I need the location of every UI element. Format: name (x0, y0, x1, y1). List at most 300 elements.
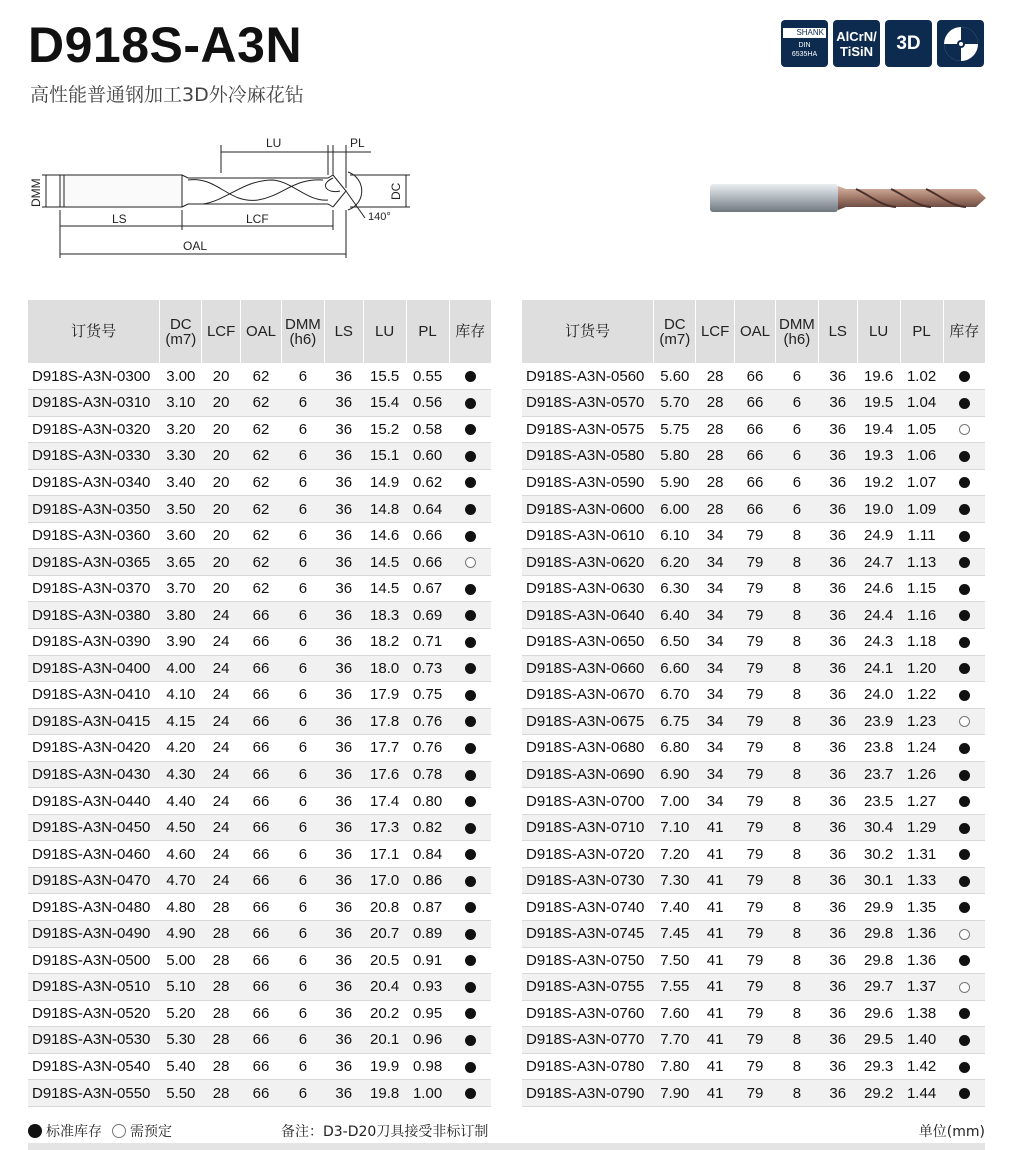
table-row (522, 1080, 985, 1107)
standard-stock-dot-icon (465, 770, 476, 781)
cell-pl: 1.36 (900, 920, 943, 947)
cell-pl: 0.89 (406, 920, 449, 947)
standard-stock-dot-icon (465, 716, 476, 727)
cell-ls: 36 (818, 1080, 857, 1107)
cell-oal: 79 (735, 549, 776, 576)
cell-lu: 23.7 (857, 761, 900, 788)
cell-code: D918S-A3N-0690 (522, 761, 654, 788)
cell-pl: 1.22 (900, 682, 943, 709)
cell-pl: 1.27 (900, 788, 943, 815)
standard-stock-dot-icon (959, 690, 970, 701)
cell-stock (449, 602, 491, 629)
header-stock: 库存 (949, 323, 980, 340)
cell-dmm: 6 (281, 788, 324, 815)
header-dmm (775, 300, 818, 363)
cell-code: D918S-A3N-0730 (522, 867, 654, 894)
cell-stock (943, 496, 985, 523)
cell-lcf: 28 (202, 1053, 241, 1080)
cell-ls: 36 (324, 735, 363, 762)
cell-pl: 1.31 (900, 841, 943, 868)
cell-lu: 24.4 (857, 602, 900, 629)
cell-lu: 17.7 (363, 735, 406, 762)
cell-dc: 3.00 (160, 363, 202, 390)
header-oal: OAL (241, 300, 282, 363)
cell-lcf: 24 (202, 708, 241, 735)
cell-lcf: 28 (696, 363, 735, 390)
cell-stock (943, 655, 985, 682)
cell-lu: 15.1 (363, 443, 406, 470)
cell-pl: 0.75 (406, 682, 449, 709)
standard-stock-dot-icon (959, 849, 970, 860)
header-dc-tolerance: (m7) (165, 330, 197, 348)
cell-code: D918S-A3N-0650 (522, 628, 654, 655)
standard-stock-dot-icon (465, 876, 476, 887)
cell-lu: 29.2 (857, 1080, 900, 1107)
cell-dc: 3.30 (160, 443, 202, 470)
table-row (28, 735, 491, 762)
table-body-left (28, 363, 491, 1106)
cell-code: D918S-A3N-0640 (522, 602, 654, 629)
header-dc (160, 300, 202, 363)
cell-code: D918S-A3N-0320 (28, 416, 160, 443)
cell-dmm: 6 (281, 416, 324, 443)
cell-pl: 1.20 (900, 655, 943, 682)
cell-ls: 36 (324, 469, 363, 496)
header-code: 订货号 (28, 300, 160, 363)
standard-stock-dot-icon (959, 876, 970, 887)
cell-pl: 1.18 (900, 628, 943, 655)
table-row (28, 867, 491, 894)
cell-dmm: 6 (775, 390, 818, 417)
standard-stock-dot-icon (465, 902, 476, 913)
cell-code: D918S-A3N-0610 (522, 522, 654, 549)
cell-dmm: 6 (281, 841, 324, 868)
cell-stock (449, 390, 491, 417)
cell-ls: 36 (324, 974, 363, 1001)
cell-oal: 79 (735, 1080, 776, 1107)
cell-pl: 0.58 (406, 416, 449, 443)
table-row (28, 575, 491, 602)
cell-pl: 0.80 (406, 788, 449, 815)
cell-dc: 6.70 (654, 682, 696, 709)
cell-dmm: 8 (775, 1000, 818, 1027)
table-row (28, 894, 491, 921)
cell-stock (449, 363, 491, 390)
cell-dc: 6.10 (654, 522, 696, 549)
cell-oal: 79 (735, 788, 776, 815)
standard-stock-dot-icon (465, 1088, 476, 1099)
cell-lu: 23.9 (857, 708, 900, 735)
cell-ls: 36 (324, 628, 363, 655)
cell-lu: 30.2 (857, 841, 900, 868)
cell-oal: 66 (241, 947, 282, 974)
cell-lu: 18.0 (363, 655, 406, 682)
cell-pl: 1.00 (406, 1080, 449, 1107)
shank-din-label: DIN (798, 42, 811, 49)
cell-oal: 66 (241, 1080, 282, 1107)
cell-stock (449, 708, 491, 735)
cell-pl: 1.33 (900, 867, 943, 894)
table-row (28, 1053, 491, 1080)
cell-ls: 36 (324, 1027, 363, 1054)
cell-lu: 29.8 (857, 920, 900, 947)
cell-ls: 36 (324, 602, 363, 629)
cell-code: D918S-A3N-0590 (522, 469, 654, 496)
standard-stock-dot-icon (959, 823, 970, 834)
cell-stock (449, 894, 491, 921)
cell-code: D918S-A3N-0540 (28, 1053, 160, 1080)
table-row (522, 814, 985, 841)
cell-lcf: 24 (202, 682, 241, 709)
cell-ls: 36 (818, 496, 857, 523)
cell-lu: 20.2 (363, 1000, 406, 1027)
cell-pl: 0.82 (406, 814, 449, 841)
cell-lcf: 34 (696, 682, 735, 709)
order-required-dot-icon (112, 1124, 126, 1138)
cell-lcf: 28 (202, 1000, 241, 1027)
table-row (522, 549, 985, 576)
cell-ls: 36 (324, 920, 363, 947)
cell-pl: 1.26 (900, 761, 943, 788)
cell-pl: 1.04 (900, 390, 943, 417)
cell-pl: 1.42 (900, 1053, 943, 1080)
standard-stock-dot-icon (465, 796, 476, 807)
cell-lcf: 24 (202, 602, 241, 629)
cell-dmm: 6 (281, 628, 324, 655)
cell-pl: 0.55 (406, 363, 449, 390)
table-row (522, 867, 985, 894)
header-dmm-tolerance: (h6) (783, 330, 811, 348)
table-header-row (28, 300, 491, 363)
cell-lu: 24.7 (857, 549, 900, 576)
cell-lcf: 34 (696, 575, 735, 602)
header-dmm-tolerance: (h6) (289, 330, 317, 348)
cell-code: D918S-A3N-0460 (28, 841, 160, 868)
table-row (28, 602, 491, 629)
standard-stock-dot-icon (959, 637, 970, 648)
cell-lu: 24.3 (857, 628, 900, 655)
cell-ls: 36 (324, 575, 363, 602)
header-dmm-label: DMM (778, 315, 815, 333)
cell-lcf: 20 (202, 416, 241, 443)
cell-pl: 0.71 (406, 628, 449, 655)
cell-pl: 0.66 (406, 549, 449, 576)
cell-lcf: 34 (696, 735, 735, 762)
cell-dmm: 6 (281, 761, 324, 788)
cell-lu: 17.1 (363, 841, 406, 868)
standard-stock-dot-icon (959, 1008, 970, 1019)
cell-stock (943, 522, 985, 549)
cell-code: D918S-A3N-0750 (522, 947, 654, 974)
cell-dmm: 6 (281, 1027, 324, 1054)
cell-lu: 30.1 (857, 867, 900, 894)
cell-pl: 0.95 (406, 1000, 449, 1027)
cell-ls: 36 (818, 788, 857, 815)
table-body-right (522, 363, 985, 1106)
header-lcf: LCF (202, 300, 241, 363)
cell-ls: 36 (818, 974, 857, 1001)
header-dc (654, 300, 696, 363)
cell-oal: 66 (735, 496, 776, 523)
cell-stock (449, 788, 491, 815)
cell-oal: 79 (735, 682, 776, 709)
cell-code: D918S-A3N-0745 (522, 920, 654, 947)
cell-lcf: 20 (202, 443, 241, 470)
legend-standard-label: 标准库存 (46, 1124, 102, 1140)
cell-ls: 36 (324, 841, 363, 868)
cell-lu: 14.6 (363, 522, 406, 549)
table-row (522, 708, 985, 735)
cell-lu: 19.6 (857, 363, 900, 390)
cell-pl: 1.23 (900, 708, 943, 735)
cell-dc: 7.50 (654, 947, 696, 974)
cell-ls: 36 (818, 655, 857, 682)
header-dmm-label: DMM (284, 315, 321, 333)
cell-pl: 0.76 (406, 708, 449, 735)
cell-lu: 19.2 (857, 469, 900, 496)
cell-lu: 24.0 (857, 682, 900, 709)
cell-ls: 36 (324, 549, 363, 576)
cell-pl: 1.24 (900, 735, 943, 762)
cell-stock (943, 390, 985, 417)
table-row (28, 655, 491, 682)
cell-dmm: 8 (775, 628, 818, 655)
cell-oal: 66 (241, 867, 282, 894)
cell-code: D918S-A3N-0510 (28, 974, 160, 1001)
cell-ls: 36 (818, 920, 857, 947)
cell-oal: 62 (241, 363, 282, 390)
table-row (28, 708, 491, 735)
cell-oal: 79 (735, 522, 776, 549)
cell-ls: 36 (818, 814, 857, 841)
table-row (522, 761, 985, 788)
cell-lcf: 24 (202, 788, 241, 815)
table-row (522, 575, 985, 602)
table-row (28, 947, 491, 974)
cell-stock (449, 416, 491, 443)
cell-dc: 5.75 (654, 416, 696, 443)
cell-dc: 3.50 (160, 496, 202, 523)
cell-lu: 29.5 (857, 1027, 900, 1054)
cell-dmm: 6 (281, 1053, 324, 1080)
cell-lu: 14.5 (363, 549, 406, 576)
cell-stock (943, 735, 985, 762)
cell-dc: 5.30 (160, 1027, 202, 1054)
standard-stock-dot-icon (959, 451, 970, 462)
cell-stock (449, 469, 491, 496)
standard-stock-dot-icon (465, 823, 476, 834)
cell-ls: 36 (818, 761, 857, 788)
cell-stock (449, 974, 491, 1001)
cell-ls: 36 (324, 682, 363, 709)
cell-code: D918S-A3N-0675 (522, 708, 654, 735)
cell-lu: 29.8 (857, 947, 900, 974)
cell-stock (943, 788, 985, 815)
standard-stock-dot-icon (28, 1124, 42, 1138)
cell-oal: 66 (241, 974, 282, 1001)
cell-oal: 62 (241, 575, 282, 602)
cell-code: D918S-A3N-0760 (522, 1000, 654, 1027)
standard-stock-dot-icon (465, 1062, 476, 1073)
cell-code: D918S-A3N-0400 (28, 655, 160, 682)
cell-ls: 36 (818, 867, 857, 894)
cell-pl: 1.07 (900, 469, 943, 496)
feature-badges (781, 20, 984, 67)
cell-dmm: 8 (775, 1027, 818, 1054)
cell-stock (943, 1080, 985, 1107)
cell-stock (943, 575, 985, 602)
order-required-dot-icon (959, 716, 970, 727)
cell-ls: 36 (818, 416, 857, 443)
cell-stock (943, 974, 985, 1001)
cell-dc: 5.90 (654, 469, 696, 496)
cell-dmm: 8 (775, 841, 818, 868)
standard-stock-dot-icon (465, 1035, 476, 1046)
coolant-swirl-icon (937, 20, 984, 67)
cell-dc: 7.30 (654, 867, 696, 894)
cell-dmm: 6 (281, 867, 324, 894)
table-row (28, 682, 491, 709)
table-row (522, 947, 985, 974)
standard-stock-dot-icon (959, 902, 970, 913)
cell-pl: 0.76 (406, 735, 449, 762)
cell-dmm: 6 (281, 469, 324, 496)
cell-code: D918S-A3N-0380 (28, 602, 160, 629)
cell-dmm: 6 (281, 522, 324, 549)
cell-ls: 36 (818, 947, 857, 974)
cell-stock (943, 1000, 985, 1027)
cell-code: D918S-A3N-0580 (522, 443, 654, 470)
standard-stock-dot-icon (959, 584, 970, 595)
cell-lu: 24.6 (857, 575, 900, 602)
cell-stock (449, 628, 491, 655)
cell-oal: 79 (735, 761, 776, 788)
cell-dc: 3.10 (160, 390, 202, 417)
cell-dmm: 6 (281, 1000, 324, 1027)
cell-code: D918S-A3N-0350 (28, 496, 160, 523)
table-row (522, 735, 985, 762)
cell-pl: 0.73 (406, 655, 449, 682)
cell-ls: 36 (324, 1000, 363, 1027)
cell-stock (943, 814, 985, 841)
cell-oal: 62 (241, 496, 282, 523)
cell-oal: 66 (735, 390, 776, 417)
label-oal: OAL (183, 239, 208, 253)
cell-dmm: 6 (281, 1080, 324, 1107)
cell-dc: 6.40 (654, 602, 696, 629)
cell-ls: 36 (818, 894, 857, 921)
cell-oal: 62 (241, 390, 282, 417)
cell-dc: 3.65 (160, 549, 202, 576)
cell-stock (943, 682, 985, 709)
cell-dc: 4.50 (160, 814, 202, 841)
cell-ls: 36 (324, 1080, 363, 1107)
cell-dmm: 8 (775, 788, 818, 815)
cell-dc: 4.90 (160, 920, 202, 947)
cell-oal: 79 (735, 867, 776, 894)
standard-stock-dot-icon (959, 398, 970, 409)
shank-standard-label: 6535HA (791, 51, 818, 58)
cell-pl: 1.29 (900, 814, 943, 841)
header-dc-label: DC (663, 315, 686, 333)
cell-oal: 66 (241, 814, 282, 841)
cell-dmm: 6 (281, 443, 324, 470)
cell-dmm: 8 (775, 761, 818, 788)
cell-ls: 36 (324, 443, 363, 470)
cell-lu: 17.9 (363, 682, 406, 709)
cell-stock (449, 443, 491, 470)
cell-dmm: 6 (775, 363, 818, 390)
table-row (522, 1000, 985, 1027)
table-row (522, 522, 985, 549)
cell-dmm: 8 (775, 867, 818, 894)
cell-dmm: 6 (281, 814, 324, 841)
standard-stock-dot-icon (959, 1062, 970, 1073)
cell-dc: 6.20 (654, 549, 696, 576)
cell-code: D918S-A3N-0720 (522, 841, 654, 868)
cell-code: D918S-A3N-0770 (522, 1027, 654, 1054)
cell-pl: 0.62 (406, 469, 449, 496)
standard-stock-dot-icon (465, 504, 476, 515)
cell-oal: 79 (735, 708, 776, 735)
cell-code: D918S-A3N-0490 (28, 920, 160, 947)
cell-lcf: 20 (202, 363, 241, 390)
cell-lu: 15.5 (363, 363, 406, 390)
standard-stock-dot-icon (959, 743, 970, 754)
cell-lcf: 41 (696, 1053, 735, 1080)
cell-oal: 79 (735, 920, 776, 947)
cell-oal: 66 (241, 1000, 282, 1027)
cell-lu: 14.9 (363, 469, 406, 496)
cell-stock (943, 549, 985, 576)
cell-code: D918S-A3N-0370 (28, 575, 160, 602)
standard-stock-dot-icon (465, 849, 476, 860)
cell-ls: 36 (324, 947, 363, 974)
standard-stock-dot-icon (465, 477, 476, 488)
label-pl: PL (350, 136, 365, 150)
cell-lcf: 28 (202, 947, 241, 974)
table-row (522, 628, 985, 655)
cell-dc: 5.10 (160, 974, 202, 1001)
table-row (28, 496, 491, 523)
cell-oal: 62 (241, 443, 282, 470)
cell-dc: 5.20 (160, 1000, 202, 1027)
header-dmm (281, 300, 324, 363)
cell-dc: 5.80 (654, 443, 696, 470)
standard-stock-dot-icon (465, 531, 476, 542)
spec-table-right (522, 300, 985, 1107)
cell-dmm: 8 (775, 655, 818, 682)
cell-dmm: 8 (775, 920, 818, 947)
cell-code: D918S-A3N-0440 (28, 788, 160, 815)
cell-lcf: 41 (696, 974, 735, 1001)
cell-lu: 23.5 (857, 788, 900, 815)
cell-lcf: 34 (696, 708, 735, 735)
cell-oal: 62 (241, 416, 282, 443)
standard-stock-dot-icon (465, 982, 476, 993)
cell-dc: 3.20 (160, 416, 202, 443)
cell-dc: 5.00 (160, 947, 202, 974)
header-ls: LS (324, 300, 363, 363)
cell-dc: 5.40 (160, 1053, 202, 1080)
cell-dmm: 6 (775, 416, 818, 443)
cell-code: D918S-A3N-0620 (522, 549, 654, 576)
cell-code: D918S-A3N-0470 (28, 867, 160, 894)
standard-stock-dot-icon (465, 398, 476, 409)
cell-dc: 4.80 (160, 894, 202, 921)
cell-dc: 7.00 (654, 788, 696, 815)
coating-line-2: TiSiN (840, 43, 873, 59)
